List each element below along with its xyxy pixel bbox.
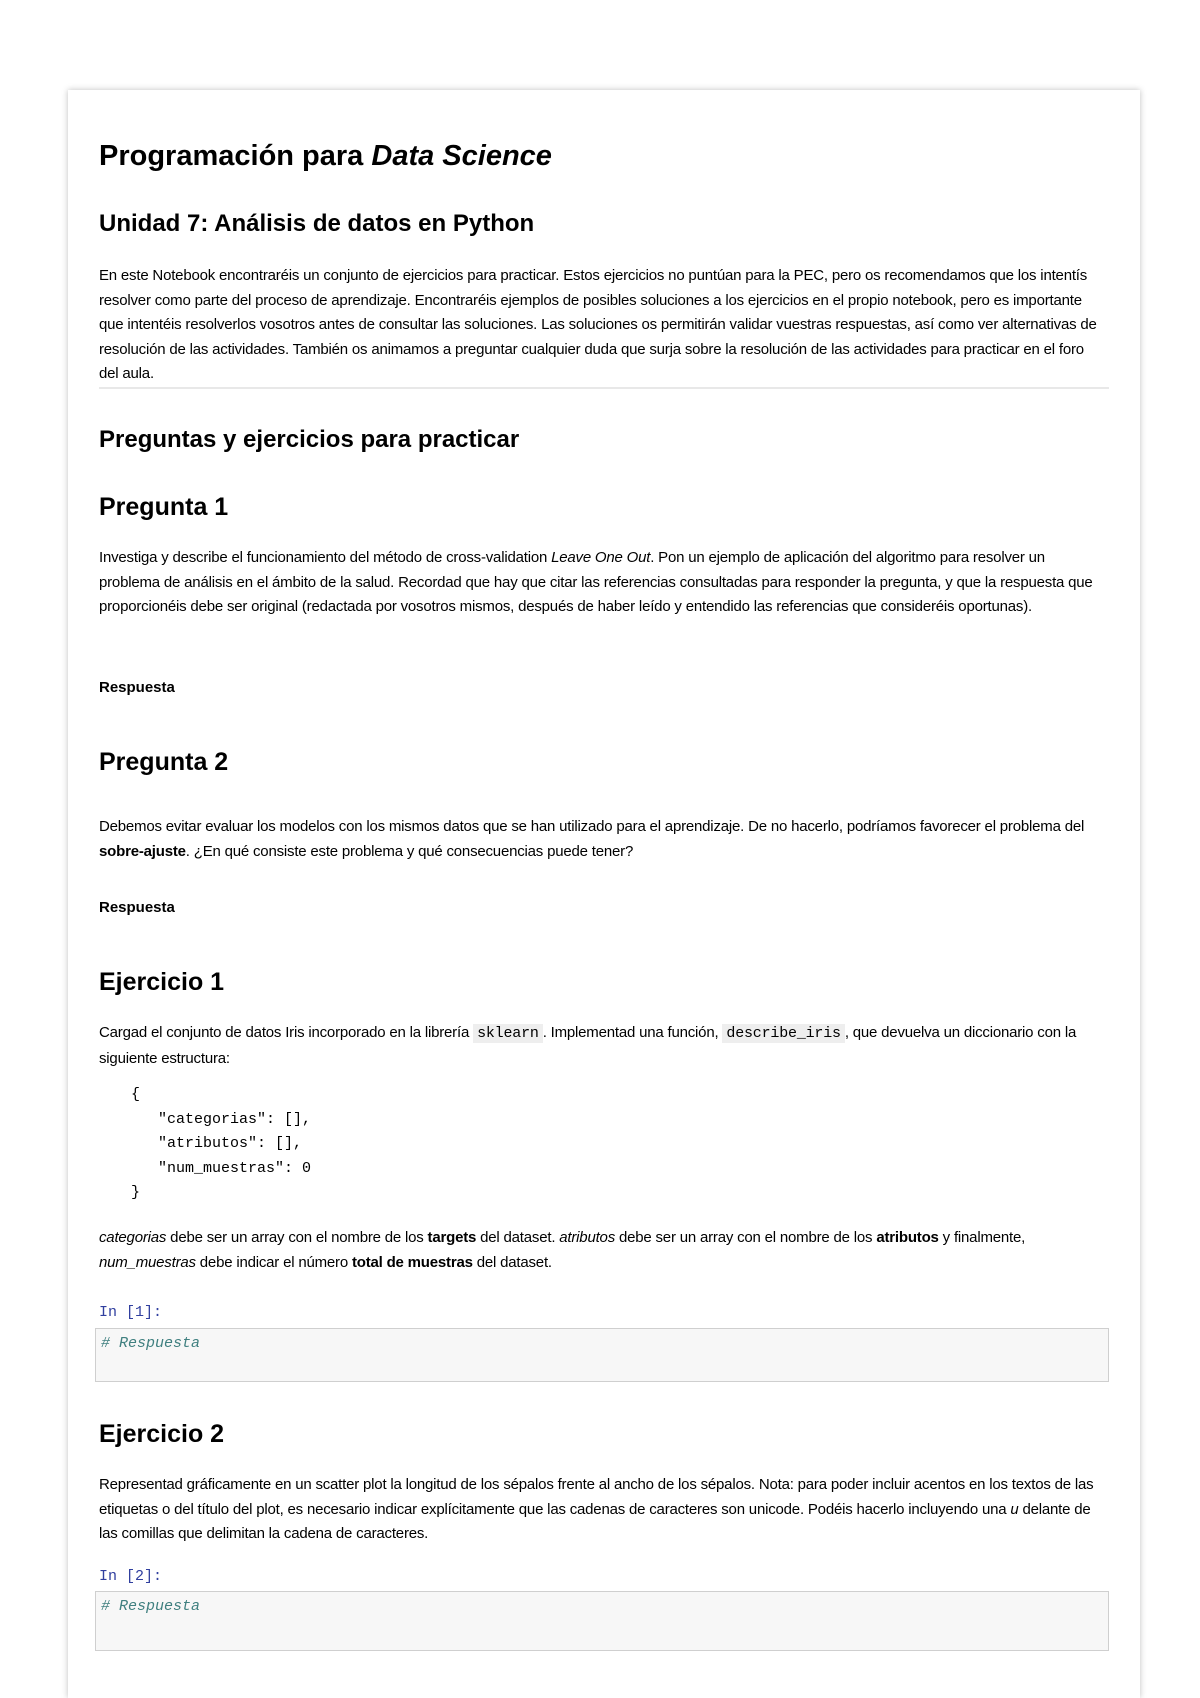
code-cell-1[interactable] [95,1328,1109,1382]
pregunta2-text-strong: sobre-ajuste [99,842,186,860]
pregunta1-answer-label: Respuesta [99,679,175,696]
code-cell-2[interactable] [95,1591,1109,1651]
notebook-page [68,90,1140,1698]
pregunta1-text-before: Investiga y describe el funcionamiento del método de cross-validation [99,549,552,566]
desc-text-3: debe ser un array con el nombre de los [615,1229,877,1246]
pregunta2-heading: Pregunta 2 [99,748,229,776]
ejercicio2-heading: Ejercicio 2 [99,1420,225,1448]
pregunta1-text-em: Leave One Out [551,549,651,566]
desc-em-categorias: categorias [99,1229,167,1246]
cell-prompt-2: In [2]: [99,1568,163,1585]
title-prefix: Programación para [99,140,372,172]
ejercicio2-text-before: Representad gráficamente en un scatter plot la longitud de los sépalos frente al ancho de los sépalos. Nota: para poder incluir acentos en los textos de las etiquetas o del título del plot, es necesario indicar explícitamente que las cadenas de caracteres son unicode. Podéis hacerlo incluyendo una [99,1476,1094,1518]
intro-paragraph: En este Notebook encontraréis un conjunto de ejercicios para practicar. Estos ejercicios no puntúan para la PEC, pero os recomendamos que los intentís resolver como parte del proceso de aprendizaje. Encontraréis ejemplos de posibles soluciones a los ejercicios en el propio notebook, pero es importante que intentéis resolverlos vosotros antes de consultar las soluciones. Las soluciones os permitirán validar vuestras respuestas, así como ver alternativas de resolución de las actividades. También os animamos a preguntar cualquier duda que surja sobre la resolución de las actividades para practicar en el foro del aula. [99,267,1097,382]
desc-text-5: debe indicar el número [195,1253,352,1271]
pregunta2-text [99,815,1099,864]
pregunta2-text-before: Debemos evitar evaluar los modelos con los mismos datos que se han utilizado para el aprendizaje. De no hacerlo, podríamos favorecer el problema del [99,818,1085,835]
inline-code-describe-iris: describe_iris [722,1024,844,1043]
code-cell-2-comment: # Respuesta [101,1598,201,1615]
ejercicio2-text-em: u [1010,1500,1019,1518]
desc-strong-total-muestras: total de muestras [351,1253,473,1271]
pregunta1-text-after: . Pon un ejemplo de aplicación del algoritmo para resolver un problema de análisis en el ámbito de la salud. Recordad que hay que citar las referencias consultadas para responder la pregunta, y que la respuesta que proporcionéis debe ser original (redactada por vosotros mismos, después de haber leído y entendido las referencias que consideréis oportunas). [99,549,1093,615]
desc-strong-atributos: atributos [876,1229,939,1246]
section-divider [99,387,1109,389]
practice-heading: Preguntas y ejercicios para practicar [99,426,520,453]
pregunta2-answer-label: Respuesta [99,899,175,916]
desc-em-atributos: atributos [559,1229,615,1246]
ejercicio1-description [99,1226,1099,1275]
desc-text-1: debe ser un array con el nombre de los [166,1229,428,1246]
pregunta2-text-after: . ¿En qué consiste este problema y qué consecuencias puede tener? [185,842,634,860]
desc-em-num-muestras: num_muestras [99,1253,196,1271]
pregunta1-text [99,546,1099,620]
pregunta1-heading: Pregunta 1 [99,493,229,521]
ejercicio2-text [99,1473,1099,1547]
ejercicio1-text-b: . Implementad una función, [542,1024,723,1041]
ejercicio1-text-c: , que devuelva un diccionario con la siguiente estructura: [99,1024,1077,1067]
desc-text-2: del dataset. [476,1229,560,1246]
title-emphasis: Data Science [371,140,552,172]
ejercicio2-text-after: delante de las comillas que delimitan la cadena de caracteres. [99,1500,1091,1542]
ejercicio1-text-a: Cargad el conjunto de datos Iris incorporado en la librería [99,1024,474,1041]
cell-prompt-1: In [1]: [99,1304,163,1321]
code-cell-1-comment: # Respuesta [101,1335,201,1352]
ejercicio1-code-block: { "categorias": [], "atributos": [], "num_muestras": 0 } [131,1086,312,1201]
ejercicio1-heading: Ejercicio 1 [99,968,225,996]
ejercicio1-text [99,1021,1099,1071]
unit-heading: Unidad 7: Análisis de datos en Python [99,210,535,237]
inline-code-sklearn: sklearn [473,1024,543,1043]
desc-strong-targets: targets [427,1229,477,1246]
desc-text-6: del dataset. [472,1253,552,1271]
page-title [99,140,552,173]
desc-text-4: y finalmente, [938,1229,1026,1246]
